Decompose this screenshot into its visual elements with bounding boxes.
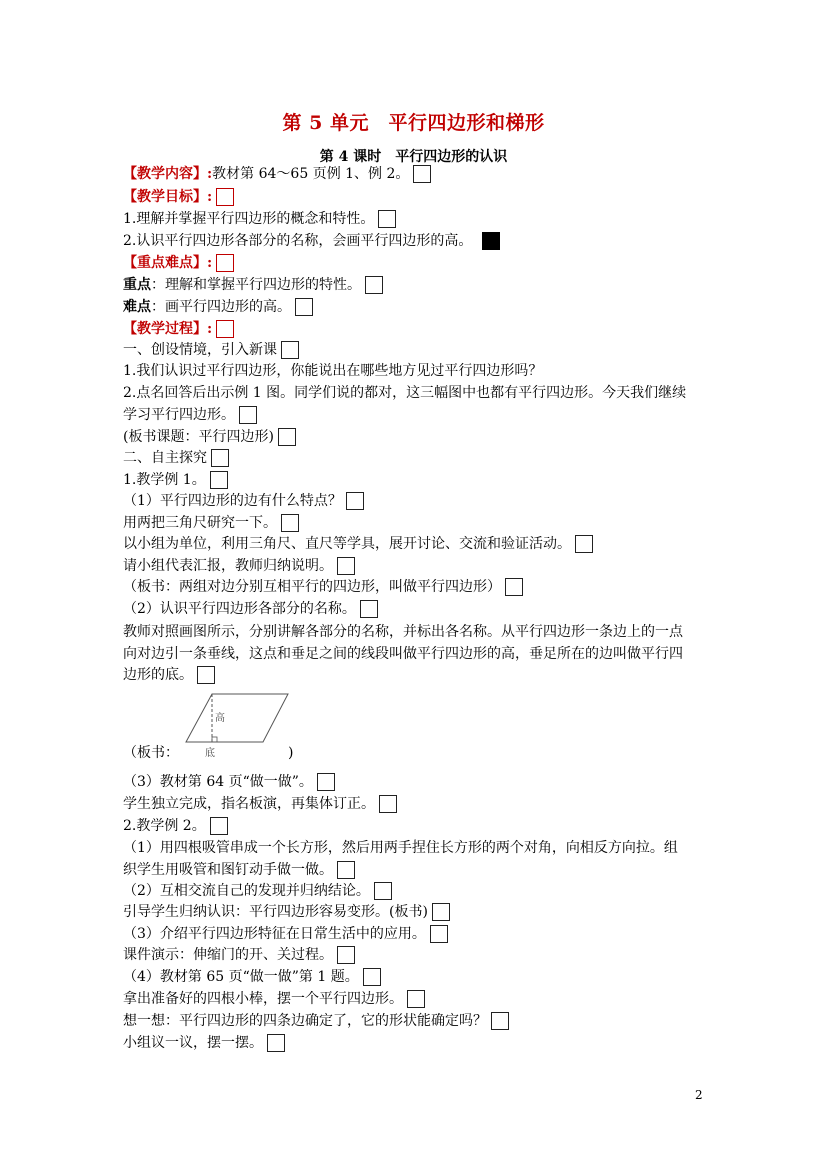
checkbox-icon[interactable] bbox=[197, 666, 215, 684]
text-line bbox=[123, 967, 381, 987]
line-text: ：画平行四边形的高。 bbox=[151, 299, 291, 315]
checkbox-icon[interactable] bbox=[505, 578, 523, 596]
key-label: 重点 bbox=[123, 277, 151, 293]
line-text: 学习平行四边形。 bbox=[123, 407, 235, 423]
checkbox-icon[interactable] bbox=[210, 471, 228, 489]
text-line bbox=[123, 816, 228, 836]
text-line bbox=[123, 340, 299, 360]
text-line bbox=[123, 556, 355, 576]
label-colon: : bbox=[207, 255, 213, 271]
checkbox-icon[interactable] bbox=[216, 320, 234, 338]
text-line bbox=[123, 881, 392, 901]
key-point-line bbox=[123, 275, 383, 295]
line-text: 2.教学例 2。 bbox=[123, 818, 206, 834]
text-line bbox=[123, 361, 542, 381]
checkbox-icon[interactable] bbox=[374, 882, 392, 900]
checkbox-icon[interactable] bbox=[267, 1034, 285, 1052]
checkbox-icon[interactable] bbox=[363, 968, 381, 986]
text-line bbox=[123, 902, 450, 922]
line-text: ：理解和掌握平行四边形的特性。 bbox=[151, 277, 361, 293]
teaching-content-line bbox=[123, 164, 431, 184]
line-text: 教师对照画图所示，分别讲解各部分的名称，并标出各名称。从平行四边形一条边上的一点 bbox=[123, 624, 683, 640]
line-text: 用两把三角尺研究一下。 bbox=[123, 515, 277, 531]
text-line bbox=[123, 644, 683, 664]
text-line bbox=[123, 209, 396, 229]
checkbox-icon[interactable] bbox=[407, 990, 425, 1008]
line-text: （板书： bbox=[123, 745, 179, 761]
checkbox-icon[interactable] bbox=[281, 341, 299, 359]
line-text: （板书：两组对边分别互相平行的四边形，叫做平行四边形） bbox=[123, 579, 501, 595]
difficulty-line bbox=[123, 297, 313, 317]
text-line bbox=[123, 599, 378, 619]
checkbox-icon[interactable] bbox=[337, 861, 355, 879]
text-line bbox=[123, 665, 215, 685]
text-line bbox=[123, 470, 228, 490]
height-label: 高 bbox=[215, 713, 225, 724]
text-line bbox=[123, 924, 448, 944]
line-text: 以小组为单位，利用三角尺、直尺等学具，展开讨论、交流和验证活动。 bbox=[123, 536, 571, 552]
text-line bbox=[123, 989, 425, 1009]
parallelogram-figure bbox=[175, 690, 295, 764]
text-line bbox=[123, 231, 500, 251]
checkbox-icon[interactable] bbox=[281, 514, 299, 532]
text-line bbox=[123, 427, 296, 447]
section-label: 【教学内容】 bbox=[123, 166, 207, 182]
checkbox-icon[interactable] bbox=[365, 276, 383, 294]
line-text: （2）认识平行四边形各部分的名称。 bbox=[123, 601, 356, 617]
line-text: 一、创设情境，引入新课 bbox=[123, 342, 277, 358]
unit-title: 第 5 单元 平行四边形和梯形 bbox=[282, 112, 545, 134]
teaching-goal-line bbox=[123, 187, 234, 207]
line-text: 小组议一议，摆一摆。 bbox=[123, 1035, 263, 1051]
label-colon: : bbox=[207, 166, 213, 182]
line-text: 1.理解并掌握平行四边形的概念和特性。 bbox=[123, 211, 375, 227]
checkbox-icon[interactable] bbox=[491, 1012, 509, 1030]
line-text: （2）互相交流自己的发现并归纳结论。 bbox=[123, 883, 370, 899]
text-line bbox=[123, 794, 397, 814]
base-label: 底 bbox=[205, 748, 215, 759]
page-number: 2 bbox=[695, 1088, 703, 1102]
checkbox-icon[interactable] bbox=[346, 492, 364, 510]
checkbox-icon[interactable] bbox=[295, 298, 313, 316]
line-text: （4）教材第 65 页“做一做”第 1 题。 bbox=[123, 969, 359, 985]
text-line bbox=[123, 1033, 285, 1053]
line-text: 1.教学例 1。 bbox=[123, 472, 206, 488]
section-label: 【重点难点】 bbox=[123, 255, 207, 271]
lesson-subtitle: 第 4 课时 平行四边形的认识 bbox=[319, 149, 508, 165]
text-line bbox=[123, 577, 523, 597]
line-text: 边形的底。 bbox=[123, 667, 193, 683]
checkbox-icon[interactable] bbox=[210, 817, 228, 835]
line-text: 织学生用吸管和图钉动手做一做。 bbox=[123, 862, 333, 878]
text-line bbox=[123, 838, 678, 858]
label-colon: : bbox=[207, 321, 213, 337]
text-line bbox=[123, 945, 355, 965]
checkbox-icon[interactable] bbox=[216, 254, 234, 272]
checkbox-icon[interactable] bbox=[337, 557, 355, 575]
checkbox-icon[interactable] bbox=[216, 188, 234, 206]
line-text: 向对边引一条垂线，这点和垂足之间的线段叫做平行四边形的高，垂足所在的边叫做平行四 bbox=[123, 646, 683, 662]
key-difficulty-line bbox=[123, 253, 234, 273]
text-line bbox=[123, 513, 299, 533]
parallelogram-icon bbox=[175, 690, 295, 760]
text-line bbox=[123, 1011, 509, 1031]
section-label: 【教学目标】 bbox=[123, 189, 207, 205]
teaching-process-line bbox=[123, 319, 234, 339]
line-text: 2.点名回答后出示例 1 图。同学们说的都对，这三幅图中也都有平行四边形。今天我们继续 bbox=[123, 385, 687, 401]
line-text: 请小组代表汇报，教师归纳说明。 bbox=[123, 558, 333, 574]
text-line bbox=[123, 622, 683, 642]
line-text: （3）介绍平行四边形特征在日常生活中的应用。 bbox=[123, 926, 426, 942]
board-figure-line bbox=[123, 743, 179, 763]
checkbox-icon[interactable] bbox=[432, 903, 450, 921]
section-label: 【教学过程】 bbox=[123, 321, 207, 337]
text-line bbox=[123, 860, 355, 880]
line-text: （3）教材第 64 页“做一做”。 bbox=[123, 774, 313, 790]
label-colon: : bbox=[207, 189, 213, 205]
text-line bbox=[123, 772, 335, 792]
text-line bbox=[123, 383, 686, 403]
checkbox-icon[interactable] bbox=[378, 210, 396, 228]
line-text: 拿出准备好的四根小棒，摆一个平行四边形。 bbox=[123, 991, 403, 1007]
line-text: 教材第 64～65 页例 1、例 2。 bbox=[212, 166, 410, 182]
checkbox-icon[interactable] bbox=[430, 925, 448, 943]
checkbox-icon[interactable] bbox=[278, 428, 296, 446]
text-line bbox=[123, 534, 593, 554]
text-line bbox=[123, 448, 229, 468]
text-line bbox=[123, 405, 257, 425]
line-text: （1）平行四边形的边有什么特点？ bbox=[123, 493, 342, 509]
checkbox-filled-icon[interactable] bbox=[482, 232, 500, 250]
line-text: 学生独立完成，指名板演，再集体订正。 bbox=[123, 796, 375, 812]
checkbox-icon[interactable] bbox=[317, 773, 335, 791]
line-text: （1）用四根吸管串成一个长方形，然后用两手捏住长方形的两个对角，向相反方向拉。组 bbox=[123, 840, 678, 856]
difficulty-label: 难点 bbox=[123, 299, 151, 315]
line-text: (板书课题：平行四边形) bbox=[123, 429, 274, 445]
checkbox-icon[interactable] bbox=[413, 165, 431, 183]
checkbox-icon[interactable] bbox=[379, 795, 397, 813]
checkbox-icon[interactable] bbox=[239, 406, 257, 424]
line-text: 想一想：平行四边形的四条边确定了，它的形状能确定吗？ bbox=[123, 1013, 487, 1029]
checkbox-icon[interactable] bbox=[575, 535, 593, 553]
checkbox-icon[interactable] bbox=[360, 600, 378, 618]
checkbox-icon[interactable] bbox=[337, 946, 355, 964]
text-line bbox=[123, 491, 364, 511]
line-text: 二、自主探究 bbox=[123, 450, 207, 466]
line-text: 课件演示：伸缩门的开、关过程。 bbox=[123, 947, 333, 963]
line-text: 2.认识平行四边形各部分的名称，会画平行四边形的高。 bbox=[123, 233, 473, 249]
line-text: 引导学生归纳认识：平行四边形容易变形。(板书) bbox=[123, 904, 428, 920]
checkbox-icon[interactable] bbox=[211, 449, 229, 467]
line-text: 1.我们认识过平行四边形，你能说出在哪些地方见过平行四边形吗？ bbox=[123, 363, 543, 379]
close-paren: ) bbox=[288, 745, 294, 761]
